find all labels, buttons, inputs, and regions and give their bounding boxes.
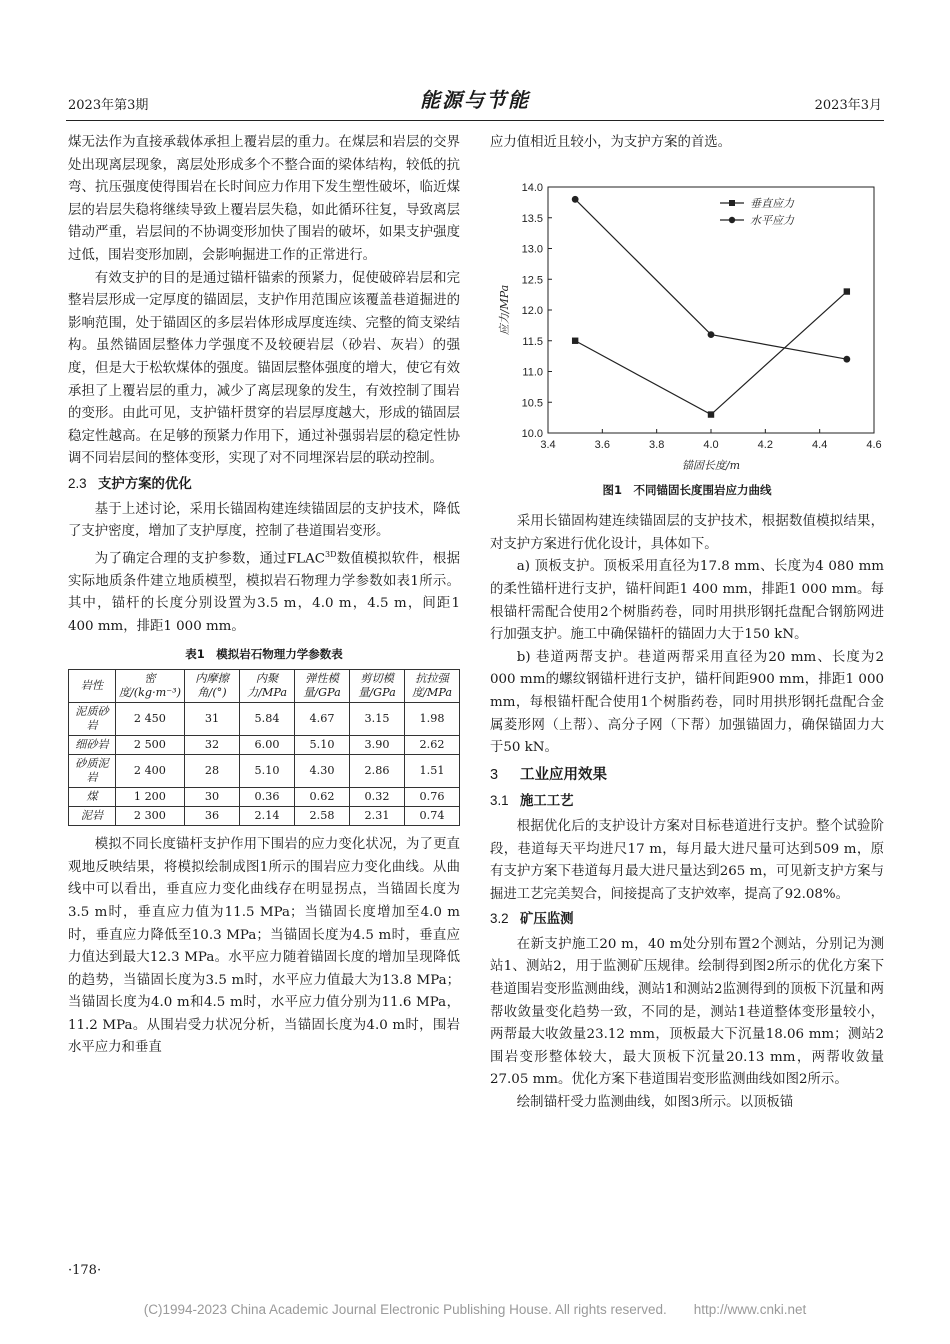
table-cell: 5.84 bbox=[240, 703, 295, 736]
data-point-square bbox=[572, 337, 578, 343]
table-cell: 4.67 bbox=[295, 703, 350, 736]
table-cell: 0.76 bbox=[405, 788, 460, 807]
x-tick-label: 4.0 bbox=[703, 438, 719, 451]
x-tick-label: 4.4 bbox=[812, 438, 828, 451]
series-line-1 bbox=[575, 291, 847, 414]
section-number: 3 bbox=[490, 766, 499, 783]
table-cell: 2.31 bbox=[350, 807, 405, 826]
paragraph: 采用长锚固构建连续锚固层的支护技术，根据数值模拟结果，对支护方案进行优化设计，具体如下。 bbox=[490, 514, 884, 552]
table-cell: 2.62 bbox=[405, 736, 460, 755]
table-cell: 31 bbox=[185, 703, 240, 736]
table-header-cell: 剪切模量/GPa bbox=[350, 670, 405, 703]
x-tick-label: 4.2 bbox=[757, 438, 773, 451]
y-tick-label: 12.0 bbox=[521, 304, 543, 317]
rock-type-cell: 砂质泥岩 bbox=[69, 755, 116, 788]
section-heading-2-3 bbox=[68, 473, 460, 497]
rock-type-cell: 泥质砂岩 bbox=[69, 703, 116, 736]
table-cell: 2.14 bbox=[240, 807, 295, 826]
stress-line-chart bbox=[490, 155, 884, 477]
paragraph: 绘制锚杆受力监测曲线，如图3所示。以顶板锚 bbox=[516, 1095, 794, 1111]
paragraph: 应力值相近且较小，为支护方案的首选。 bbox=[490, 135, 732, 150]
y-tick-label: 10.0 bbox=[521, 427, 543, 440]
table-cell: 0.74 bbox=[405, 807, 460, 826]
x-tick-label: 3.6 bbox=[594, 438, 610, 451]
data-point-circle bbox=[843, 355, 850, 362]
x-axis-label: 锚固长度/m bbox=[681, 458, 741, 472]
section-heading-3 bbox=[490, 764, 884, 787]
table-cell: 2.86 bbox=[350, 755, 405, 788]
table-cell: 36 bbox=[185, 807, 240, 826]
text-run: 为了确定合理的支护参数，通过FLAC bbox=[94, 551, 325, 567]
y-tick-label: 11.5 bbox=[522, 335, 543, 348]
section-number: 3.2 bbox=[490, 911, 509, 927]
table-cell: 0.62 bbox=[295, 788, 350, 807]
section-heading-3-1 bbox=[490, 790, 884, 814]
text-run: 数值模拟软件，根据实际地质条件建立地质模型，模拟岩石物理力学参数如表1所示。其中，锚杆的长度分别设置为3.5 m，4.0 m，4.5 m，间距1 400 mm，排距1 000 mm。 bbox=[68, 551, 461, 634]
section-title: 施工工艺 bbox=[520, 794, 574, 810]
page-number: ·178· bbox=[68, 1263, 102, 1278]
superscript: 3D bbox=[325, 549, 337, 559]
rock-type-cell: 煤 bbox=[69, 788, 116, 807]
y-tick-label: 11.0 bbox=[522, 366, 543, 379]
section-title: 矿压监测 bbox=[520, 912, 574, 928]
y-tick-label: 10.5 bbox=[521, 396, 543, 409]
date-label: 2023年3月 bbox=[814, 98, 882, 113]
y-tick-label: 13.0 bbox=[521, 243, 543, 256]
paragraph: 有效支护的目的是通过锚杆锚索的预紧力，促使破碎岩层和完整岩层形成一定厚度的锚固层，支护作用范围应该覆盖巷道掘进的影响范围，处于锚固区的多层岩体形成厚度连续、完整的简支梁结构。虽然锚固层整体力学强度不及较硬岩层（砂岩、灰岩）的强度，但是大于松软煤体的强度。锚固层整体强度的增大，使它有效承担了上覆岩层的重力，减少了离层现象的发生，有效控制了围岩的变形。由此可见，支护锚杆贯穿的岩层厚度越大，形成的锚固层稳定性越高。在足够的预紧力作用下，通过补强弱岩层的稳定性协调不同岩层间的整体变形，实现了对不同埋深岩层的联动控制。 bbox=[68, 270, 460, 467]
section-title: 支护方案的优化 bbox=[98, 476, 192, 492]
table-cell: 0.32 bbox=[350, 788, 405, 807]
paragraph: b) 巷道两帮支护。巷道两帮采用直径为20 mm、长度为2 000 mm的螺纹钢锚杆进行支护，锚杆间距900 mm，排距1 000 mm，每根锚杆配合使用1个树脂药卷，同时用拱形钢托盘配合金属菱形网（上帮）、高分子网（下帮）加强锚固力，确保锚固力大于50 kN。 bbox=[490, 649, 884, 756]
table-cell: 5.10 bbox=[295, 736, 350, 755]
y-tick-label: 13.5 bbox=[521, 212, 543, 225]
paragraph: 在新支护施工20 m，40 m处分别布置2个测站，分别记为测站1、测站2，用于监测矿压规律。绘制得到图2所示的优化方案下巷道围岩变形监测曲线，测站1和测站2监测得到的顶板下沉量和两帮收敛量变化趋势一致，不同的是，测站1巷道整体变形量较小，两帮最大收敛量23.12 mm，顶板最大下沉量18.06 mm；测站2围岩变形整体较大，最大顶板下沉量20.13 mm，两帮收敛量27.05 mm。优化方案下巷道围岩变形监测曲线如图2所示。 bbox=[490, 936, 884, 1088]
section-title: 工业应用效果 bbox=[520, 766, 607, 783]
header-rule bbox=[66, 120, 884, 121]
table-header-cell: 岩性 bbox=[69, 670, 116, 703]
table-cell: 3.90 bbox=[350, 736, 405, 755]
data-point-square bbox=[708, 411, 714, 417]
section-number: 2.3 bbox=[68, 475, 87, 491]
table-cell: 1.51 bbox=[405, 755, 460, 788]
table-header-cell: 抗拉强度/MPa bbox=[405, 670, 460, 703]
right-column bbox=[490, 132, 884, 1115]
table-row bbox=[69, 788, 460, 807]
table-header-cell: 内摩擦角/(°) bbox=[185, 670, 240, 703]
table-header-cell: 内聚力/MPa bbox=[240, 670, 295, 703]
table-cell: 1.98 bbox=[405, 703, 460, 736]
figure-caption: 图1 不同锚固长度围岩应力曲线 bbox=[602, 482, 772, 497]
rock-type-cell: 泥岩 bbox=[69, 807, 116, 826]
data-point-circle bbox=[572, 195, 579, 202]
table-header-row bbox=[69, 670, 460, 703]
legend-label: 垂直应力 bbox=[750, 196, 794, 210]
table-cell: 2 400 bbox=[115, 755, 184, 788]
x-tick-label: 4.6 bbox=[866, 438, 882, 451]
y-tick-label: 12.5 bbox=[521, 273, 543, 286]
paragraph bbox=[68, 544, 460, 639]
paragraph: 基于上述讨论，采用长锚固构建连续锚固层的支护技术，降低了支护密度，增加了支护厚度，控制了巷道围岩变形。 bbox=[68, 501, 460, 540]
left-column bbox=[68, 132, 460, 1060]
journal-logo: 能源与节能 bbox=[420, 88, 530, 112]
rock-parameter-table bbox=[68, 669, 460, 826]
table-cell: 2.58 bbox=[295, 807, 350, 826]
table-cell: 2 450 bbox=[115, 703, 184, 736]
paragraph: 模拟不同长度锚杆支护作用下围岩的应力变化状况，为了更直观地反映结果，将模拟绘制成图1所示的围岩应力变化曲线。从曲线中可以看出，垂直应力变化曲线存在明显拐点，当锚固长度为3.5 m时，垂直应力值为11.5 MPa；当锚固长度增加至4.0 m时，垂直应力降低至10.3 MPa；当锚固长度为4.5 m时，垂直应力值达到最大12.3 MPa。水平应力随着锚固长度的增加呈现降低的趋势，当锚固长度为3.5 m时，水平应力值最大为13.8 MPa；当锚固长度为4.0 m和4.5 m时，水平应力值分别为11.6 MPa，11.2 MPa。从围岩受力状况分析，当锚固长度为4.0 m时，围岩水平应力和垂直 bbox=[68, 837, 460, 1056]
data-point-square bbox=[844, 288, 850, 294]
paragraph: a) 顶板支护。顶板采用直径为17.8 mm、长度为4 080 mm的柔性锚杆进行支护，锚杆间距1 400 mm，排距1 000 mm。每根锚杆需配合使用2个树脂药卷，同时用拱形钢托盘配合钢筋网进行加强支护。施工中确保锚杆的锚固力大于150 kN。 bbox=[490, 559, 884, 643]
table-cell: 6.00 bbox=[240, 736, 295, 755]
paragraph: 煤无法作为直接承载体承担上覆岩层的重力。在煤层和岩层的交界处出现离层现象，离层处形成多个不整合面的梁体结构，较低的抗弯、抗压强度使得围岩在长时间应力作用下发生塑性破坏，临近煤层的岩层失稳将继续导致上覆岩层失稳，如此循环往复，导致离层错动严重，岩层间的不协调变形加快了围岩的破坏，如果支护强度过低，围岩变形加剧，会影响掘进工作的正常进行。 bbox=[68, 135, 460, 263]
table-cell: 1 200 bbox=[115, 788, 184, 807]
table-cell: 2 300 bbox=[115, 807, 184, 826]
table-row bbox=[69, 807, 460, 826]
table-header-cell: 密度/(kg·m⁻³) bbox=[115, 670, 184, 703]
table-cell: 4.30 bbox=[295, 755, 350, 788]
data-point-circle bbox=[708, 331, 715, 338]
table-cell: 3.15 bbox=[350, 703, 405, 736]
table-cell: 30 bbox=[185, 788, 240, 807]
section-heading-3-2 bbox=[490, 908, 884, 932]
table-cell: 28 bbox=[185, 755, 240, 788]
y-tick-label: 14.0 bbox=[521, 181, 543, 194]
table-cell: 2 500 bbox=[115, 736, 184, 755]
paragraph: 根据优化后的支护设计方案对目标巷道进行支护。整个试验阶段，巷道每天平均进尺17 m，每月最大进尺量可达到509 m，原有支护方案下巷道每月最大进尺量达到265 m，可见新支护方案与掘进工艺完美契合，间接提高了支护效率，提高了92.08%。 bbox=[490, 818, 884, 902]
legend-marker-square bbox=[729, 200, 735, 206]
plot-frame bbox=[548, 187, 874, 433]
table-caption: 表1 模拟岩石物理力学参数表 bbox=[185, 646, 343, 661]
figure-1 bbox=[490, 155, 884, 502]
rock-type-cell: 细砂岩 bbox=[69, 736, 116, 755]
x-tick-label: 3.8 bbox=[649, 438, 665, 451]
table-header-cell: 弹性模量/GPa bbox=[295, 670, 350, 703]
table-row bbox=[69, 755, 460, 788]
legend-label: 水平应力 bbox=[750, 213, 794, 227]
copyright-footer: (C)1994-2023 China Academic Journal Electronic Publishing House. All rights reserved. http://www.cnki.net bbox=[143, 1302, 807, 1317]
x-tick-label: 3.4 bbox=[540, 438, 556, 451]
table-row bbox=[69, 736, 460, 755]
table-body bbox=[69, 703, 460, 826]
table-row bbox=[69, 703, 460, 736]
table-cell: 5.10 bbox=[240, 755, 295, 788]
y-axis-label: 应力/MPa bbox=[498, 284, 511, 335]
legend-marker-circle bbox=[729, 216, 735, 222]
table-cell: 32 bbox=[185, 736, 240, 755]
section-number: 3.1 bbox=[490, 793, 509, 809]
table-cell: 0.36 bbox=[240, 788, 295, 807]
issue-label: 2023年第3期 bbox=[68, 98, 149, 113]
